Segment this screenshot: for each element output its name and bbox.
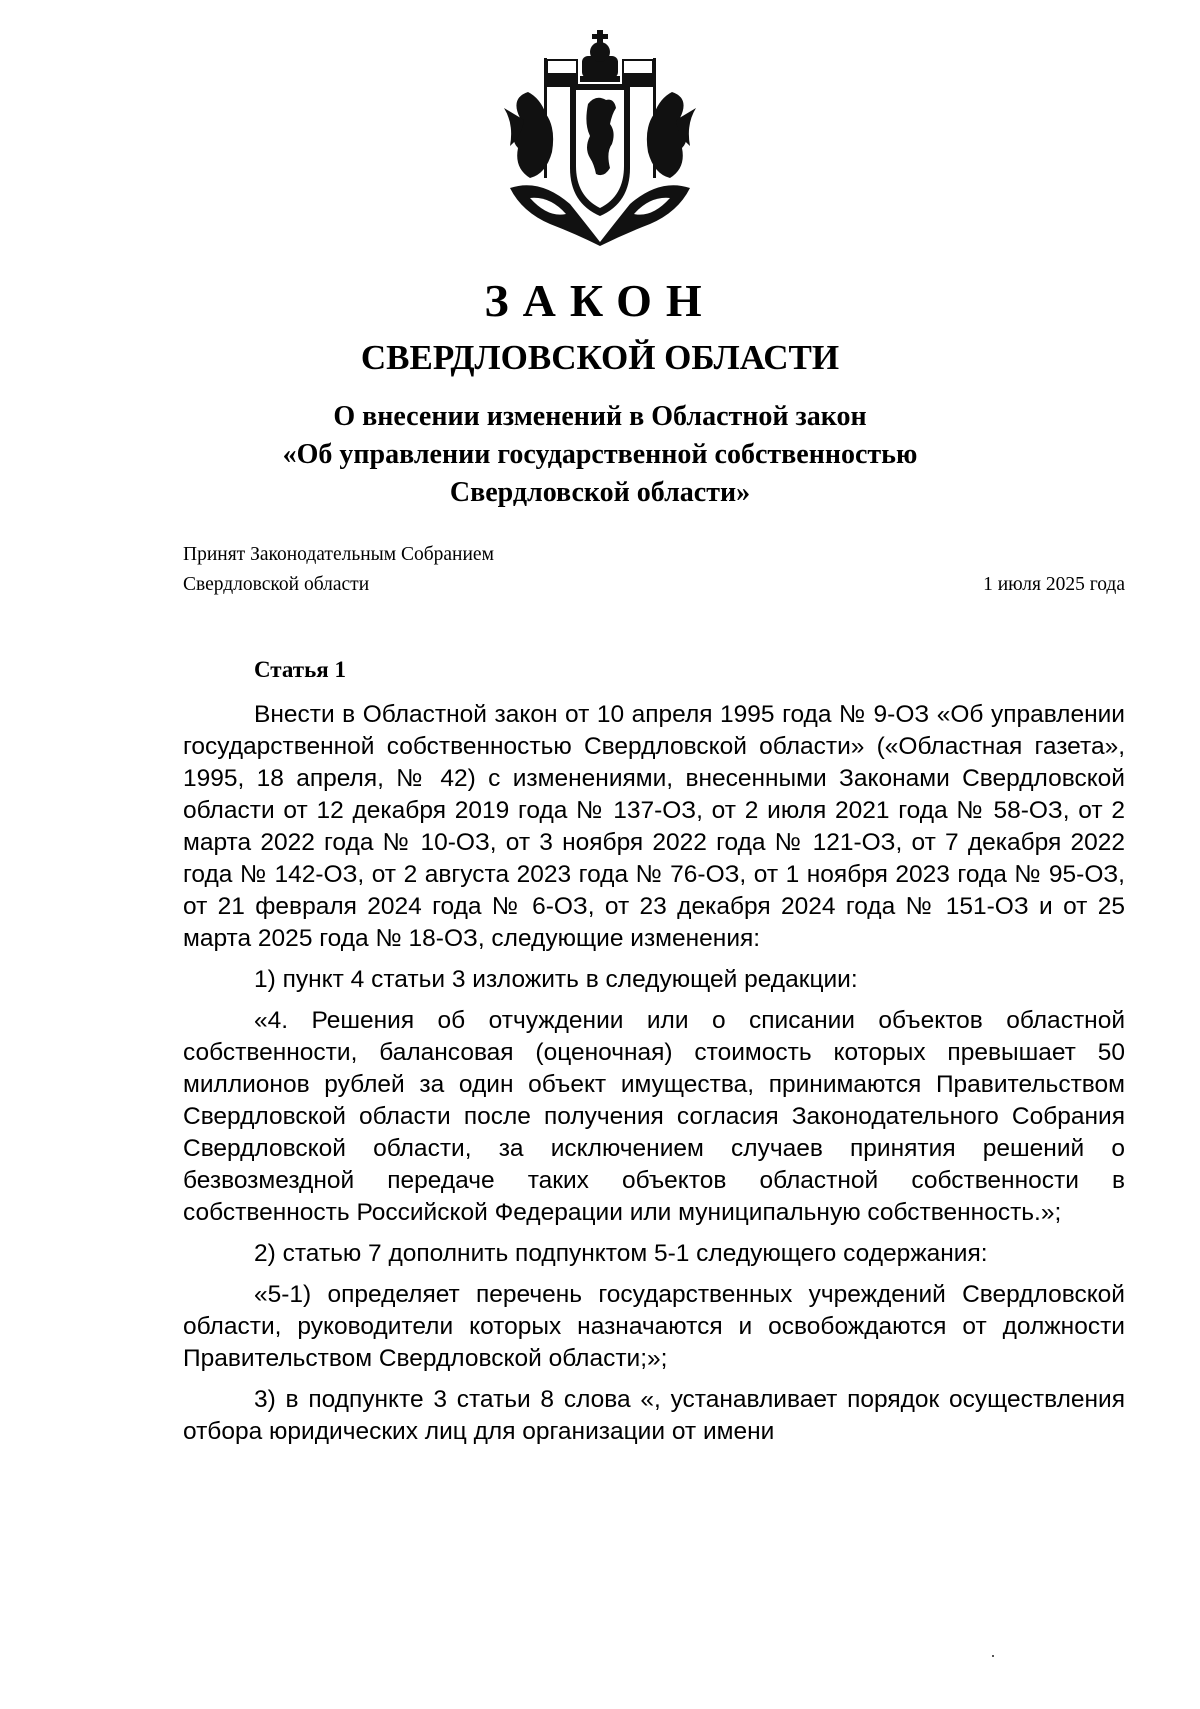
adoption-line: Свердловской области xyxy=(183,574,370,595)
law-title-line: «Об управлении государственной собственностью xyxy=(282,439,918,470)
coat-of-arms-icon xyxy=(500,28,700,248)
adoption-info xyxy=(183,540,494,600)
article-paragraph: «5-1) определяет перечень государственных учреждений Свердловской области, руководители которых назначаются и освобождаются от должности Правительством Свердловской области;»; xyxy=(183,1281,1125,1372)
article-paragraph: «4. Решения об отчуждении или о списании объектов областной собственности, балансовая (оценочная) стоимость которых превышает 50 миллионов рублей за один объект имущества, принимаются Правительством Свердловской области после получения согласия Законодательного Собрания Свердловской области, за исключением случаев принятия решений о безвозмездной передаче таких объектов областной собственности в собственность Российской Федерации или муниципальную собственность.»; xyxy=(183,1007,1125,1226)
article-paragraph: 2) статью 7 дополнить подпунктом 5-1 следующего содержания: xyxy=(254,1240,988,1267)
law-title-line: О внесении изменений в Областной закон xyxy=(333,401,867,432)
adoption-line: Принят Законодательным Собранием xyxy=(183,544,494,565)
document-subtitle: СВЕРДЛОВСКОЙ ОБЛАСТИ xyxy=(360,338,840,377)
adoption-date: 1 июля 2025 года xyxy=(983,574,1125,595)
article-paragraph: 1) пункт 4 статьи 3 изложить в следующей редакции: xyxy=(254,966,858,993)
article-heading: Статья 1 xyxy=(254,657,346,682)
law-title-line: Свердловской области» xyxy=(449,477,751,508)
article-paragraph: 3) в подпункте 3 статьи 8 слова «, устанавливает порядок осуществления отбора юридических лиц для организации от имени xyxy=(183,1386,1125,1445)
article-body xyxy=(183,699,1125,1457)
scan-speck xyxy=(992,1655,994,1657)
article-paragraph: Внести в Областной закон от 10 апреля 1995 года № 9-ОЗ «Об управлении государственной собственностью Свердловской области» («Областная газета», 1995, 18 апреля, № 42) с изменениями, внесенными Законами Свердловской области от 12 декабря 2019 года № 137-ОЗ, от 2 июля 2021 года № 58-ОЗ, от 2 марта 2022 года № 10-ОЗ, от 3 ноября 2022 года № 121-ОЗ, от 7 декабря 2022 года № 142-ОЗ, от 2 августа 2023 года № 76-ОЗ, от 1 ноября 2023 года № 95-ОЗ, от 21 февраля 2024 года № 6-ОЗ, от 23 декабря 2024 года № 151-ОЗ и от 25 марта 2025 года № 18-ОЗ, следующие изменения: xyxy=(183,701,1125,952)
law-title xyxy=(0,398,1200,512)
document-title: ЗАКОН xyxy=(484,275,716,326)
